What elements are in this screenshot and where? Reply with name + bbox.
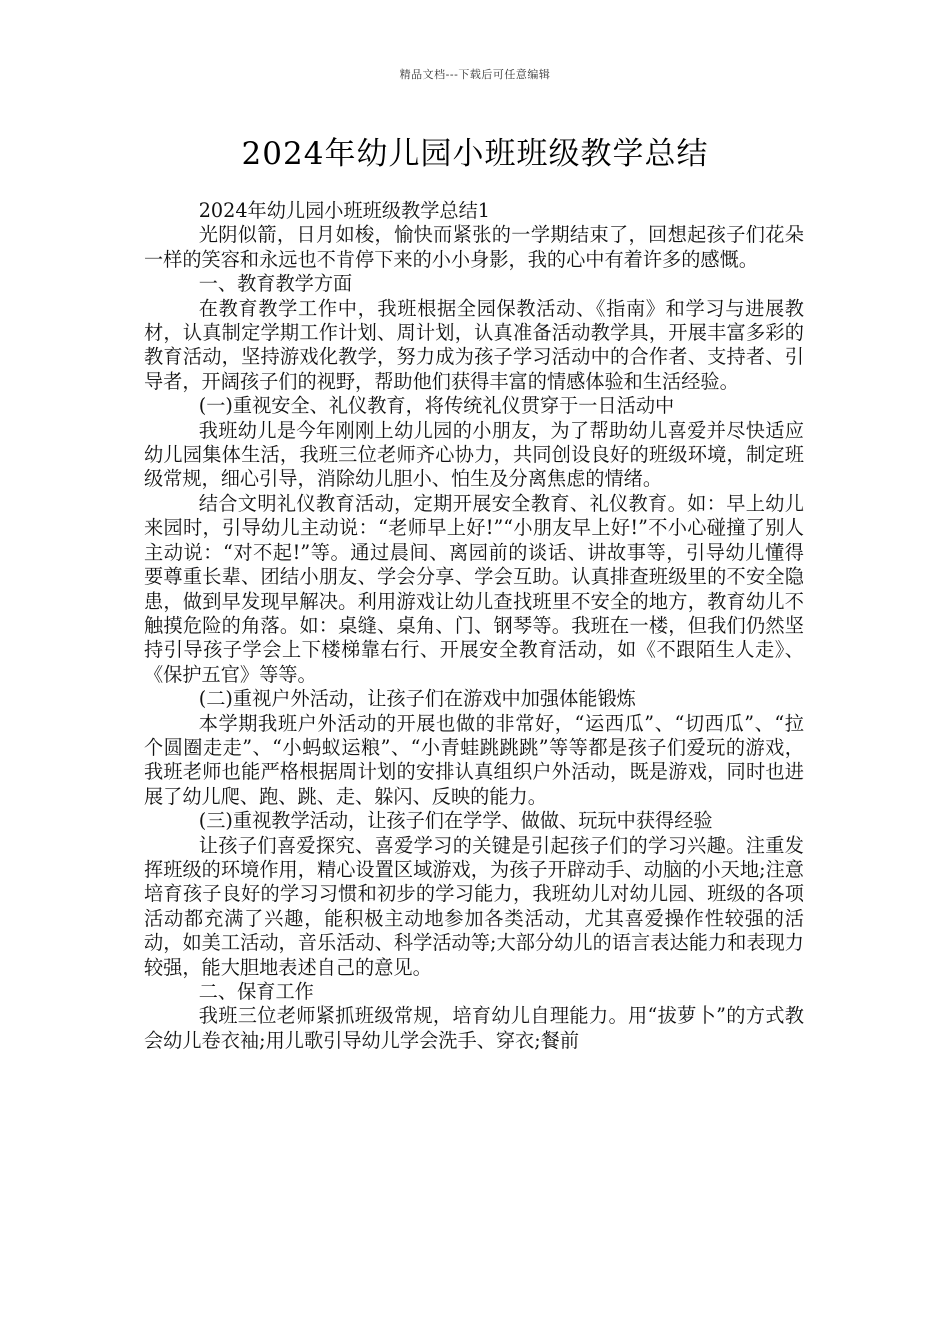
subsection-heading: (二)重视户外活动，让孩子们在游戏中加强体能锻炼: [198, 687, 636, 711]
paragraph: 2024年幼儿园小班班级教学总结1: [198, 199, 491, 222]
document-body: [144, 199, 804, 1053]
section-heading: 二、保育工作: [198, 980, 314, 1003]
paragraph: 在教育教学工作中，我班根据全园保教活动、《指南》和学习与进展教材，认真制定学期工作计划、周计划，认真准备活动教学具，开展丰富多彩的教育活动，坚持游戏化教学，努力成为孩子学习活动中的合作者、支持者、引导者，开阔孩子们的视野，帮助他们获得丰富的情感体验和生活经验。: [144, 296, 804, 393]
section-heading: 一、教育教学方面: [198, 272, 353, 296]
paragraph: 让孩子们喜爱探究、喜爱学习的关键是引起孩子们的学习兴趣。注重发挥班级的环境作用，精心设置区域游戏，为孩子开辟动手、动脑的小天地;注意培育孩子良好的学习习惯和初步的学习能力，我班幼儿对幼儿园、班级的各项活动都充满了兴趣，能积极主动地参加各类活动，尤其喜爱操作性较强的活动，如美工活动，音乐活动、科学活动等;大部分幼儿的语言表达能力和表现力较强，能大胆地表述自己的意见。: [144, 833, 804, 979]
paragraph: 我班幼儿是今年刚刚上幼儿园的小朋友，为了帮助幼儿喜爱并尽快适应幼儿园集体生活，我班三位老师齐心协力，共同创设良好的班级环境，制定班级常规，细心引导，消除幼儿胆小、怕生及分离焦虑的情绪。: [144, 418, 804, 491]
paragraph: 我班三位老师紧抓班级常规，培育幼儿自理能力。用“拔萝卜”的方式教会幼儿卷衣袖;用儿歌引导幼儿学会洗手、穿衣;餐前: [144, 1004, 804, 1052]
paragraph: 光阴似箭，日月如梭，愉快而紧张的一学期结束了，回想起孩子们花朵一样的笑容和永远也不肯停下来的小小身影，我的心中有着许多的感慨。: [144, 223, 804, 271]
subsection-heading: (一)重视安全、礼仪教育，将传统礼仪贯穿于一日活动中: [198, 394, 675, 418]
page-header-note: 精品文档---下载后可任意编辑: [399, 68, 551, 81]
document-title: 2024年幼儿园小班班级教学总结: [241, 136, 709, 172]
subsection-heading: (三)重视教学活动，让孩子们在学学、做做、玩玩中获得经验: [198, 809, 713, 833]
paragraph: 本学期我班户外活动的开展也做的非常好，“运西瓜”、“切西瓜”、“拉个圆圈走走”、“小蚂蚁运粮”、“小青蛙跳跳跳”等等都是孩子们爱玩的游戏，我班老师也能严格根据周计划的安排认真组织户外活动，既是游戏，同时也进展了幼儿爬、跑、跳、走、躲闪、反映的能力。: [144, 711, 804, 808]
paragraph: 结合文明礼仪教育活动，定期开展安全教育、礼仪教育。如：早上幼儿来园时，引导幼儿主动说：“老师早上好!”“小朋友早上好!”不小心碰撞了别人主动说：“对不起!”等。通过晨间、离园前的谈话、讲故事等，引导幼儿懂得要尊重长辈、团结小朋友、学会分享、学会互助。认真排查班级里的不安全隐患，做到早发现早解决。利用游戏让幼儿查找班里不安全的地方，教育幼儿不触摸危险的角落。如：桌缝、桌角、门、钢琴等。我班在一楼，但我们仍然坚持引导孩子学会上下楼梯靠右行、开展安全教育活动，如《不跟陌生人走》、《保护五官》等等。: [144, 491, 804, 686]
